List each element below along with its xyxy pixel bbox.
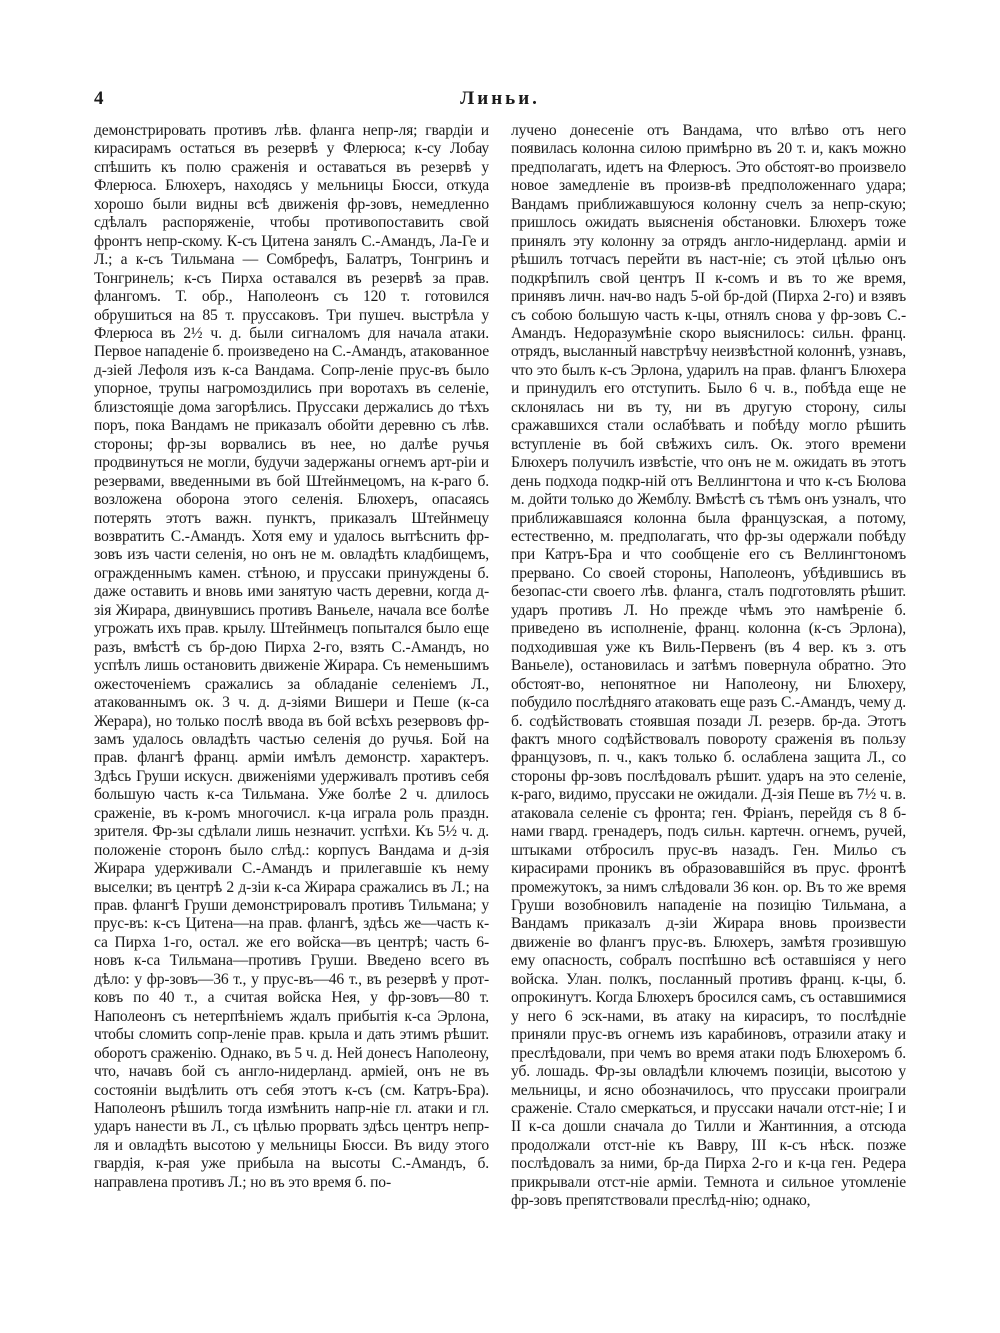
text-column-right (511, 122, 906, 1312)
page-header (94, 88, 906, 112)
right-column-text: лучено донесеніе отъ Вандама, что влѣво отъ него появилась колонна силою примѣрно въ 20 т. и, какъ можно предполагать, идетъ на Флерюсъ. Это обстоят-во произвело новое замедленіе въ произв-вѣ предположеннаго удара; Вандамъ приближавшуюся колонну счелъ за непр-скую; пришлось ожидать выясненія обстановки. Блюхеръ тоже принялъ эту колонну за отрядъ англо-нидерланд. арміи и рѣшилъ тотчасъ перейти въ наст-ніе; съ этой цѣлью онъ подкрѣпилъ свой центръ II к-сомъ и въ то же время, принявъ личн. нач-во надъ 5-ой бр-дой (Пирха 2-го) и взявъ съ собою большую часть к-цы, отнялъ снова у фр-зовъ С.-Амандъ. Недоразумѣніе скоро выяснилось: сильн. франц. отрядъ, высланный навстрѣчу неизвѣстной колоннѣ, узнавъ, что это былъ к-съ Эрлона, ударилъ на прав. флангъ Блюхера и принудилъ его отступить. Было 6 ч. в., побѣда еще не склонялась ни въ ту, ни въ другую сторону, силы сражавшихся стали ослабѣвать и побѣду могло рѣшить вступленіе въ бой свѣжихъ силъ. Ок. этого времени Блюхеръ получилъ извѣстіе, что онъ не м. ожидать въ этотъ день подхода подкр-ній отъ Веллингтона и что к-съ Бюлова м. дойти только до Жемблу. Вмѣстѣ съ тѣмъ онъ узналъ, что приближавшаяся колонна была французская, а потому, естественно, м. предполагать, что фр-зы одержали побѣду при Катръ-Бра и что сообщеніе его съ Веллингтономъ прервано. Со своей стороны, Наполеонъ, убѣдившись въ безопас-сти своего лѣв. фланга, сталъ подготовлять рѣшит. ударъ противъ Л. Но прежде чѣмъ это намѣреніе б. приведено въ исполненіе, франц. колонна (к-съ Эрлона), подходившая уже къ Виль-Первенъ (въ 4 вер. къ з. отъ Ваньеле), остановилась и затѣмъ повернула обратно. Это обстоят-во, непонятное ни Наполеону, ни Блюхеру, побудило послѣдняго атаковать еще разъ С.-Амандъ, чему д. б. содѣйствовать стоявшая позади Л. резерв. бр-да. Этотъ фактъ много содѣйствовалъ повороту сраженія въ пользу французовъ, п. ч., какъ только б. ослаблена защита Л., со стороны фр-зовъ послѣдовалъ рѣшит. ударъ на это селеніе, к-раго, видимо, пруссаки не ожидали. Д-зія Пеше въ 7½ ч. в. атаковала селеніе съ фронта; ген. Фріанъ, перейдя съ 8 б-нами гвард. гренадеръ, подъ сильн. картечн. огнемъ, ручей, штыками отбросилъ прус-въ назадъ. Ген. Мильо съ кирасирами проникъ въ образовавшійся въ прус. фронтѣ промежутокъ, за нимъ слѣдовали 36 кон. ор. Въ то же время Груши возобновилъ нападеніе на позицію Тильмана, а Вандамъ приказалъ д-зіи Жирара вновь произвести движеніе во флангъ прус-въ. Блюхеръ, замѣтя грозившую ему опасность, собралъ поспѣшно всѣ оставшіяся у него войска. Улан. полкъ, посланный противъ франц. к-цы, б. опрокинутъ. Когда Блюхеръ бросился самъ, съ оставшимися у него 6 эск-нами, въ атаку на кирасиръ, то послѣдніе приняли прус-въ огнемъ изъ карабиновъ, отразили атаку и преслѣдовали, при чемъ во время атаки подъ Блюхеромъ б. уб. лошадь. Фр-зы овладѣли ключемъ позиціи, высотою у мельницы, и ясно обозначилось, что пруссаки проиграли сраженіе. Стало смеркаться, и пруссаки начали отст-ніе; I и II к-са дошли сначала до Тилли и Жантинния, а отсюда продолжали отст-ніе къ Вавру, III к-съ нѣск. позже послѣдовалъ за ними, бр-да Пирха 2-го и к-ца ген. Редера прикрывали отст-ніе арміи. Темнота и сильное утомленіе фр-зовъ препятствовали преслѣд-нію; однако, (511, 122, 906, 1210)
running-head: Линьи. (460, 88, 540, 109)
left-column-text: демонстрировать противъ лѣв. фланга непр-ля; гвардіи и кирасирамъ остаться въ резервѣ у Флерюса; к-су Лобау спѣшить къ полю сраженія и оставаться въ резервѣ у Флерюса. Блюхеръ, находясь у мельницы Бюсси, откуда хорошо были видны всѣ движенія фр-зовъ, немедленно сдѣлалъ распоряженіе, чтобы противопоставить свой фронтъ непр-скому. К-съ Цитена занялъ С.-Амандъ, Ла-Ге и Л.; а к-съ Тильмана — Сомбрефъ, Балатръ, Тонгринъ и Тонгринель; к-съ Пирха оставался въ резервѣ за прав. флангомъ. Т. обр., Наполеонъ съ 120 т. готовился обрушиться на 85 т. пруссаковъ. Три пушеч. выстрѣла у Флерюса въ 2½ ч. д. были сигналомъ для начала атаки. Первое нападеніе б. произведено на С.-Амандъ, атакованное д-зіей Лефоля изъ к-са Вандама. Сопр-леніе прус-въ было упорное, трупы нагромоздились при воротахъ въ селеніе, близстоящіе дома загорѣлись. Пруссаки держались до тѣхъ поръ, пока Вандамъ не приказалъ обойти деревню съ лѣв. стороны; фр-зы ворвались въ нее, но далѣе ручья продвинуться не могли, будучи задержаны огнемъ арт-ріи и резервами, введенными въ бой Штейнмецомъ, на к-раго б. возложена оборона этого селенія. Блюхеръ, опасаясь потерять этотъ важн. пунктъ, приказалъ Штейнмецу возвратить С.-Амандъ. Хотя ему и удалось вытѣснить фр-зовъ изъ части селенія, но онъ не м. овладѣть кладбищемъ, огражденнымъ камен. стѣною, и пруссаки принуждены б. даже оставить и вновь ими занятую часть деревни, когда д-зія Жирара, двинувшись противъ Ваньеле, начала все болѣе угрожать ихъ прав. крылу. Штейнмецъ попытался было еще разъ, вмѣстѣ съ бр-дою Пирха 2-го, взять С.-Амандъ, но успѣлъ лишь остановить движеніе Жирара. Съ неменьшимъ ожесточеніемъ сражались за обладаніе селеніемъ Л., атакованнымъ ок. 3 ч. д. д-зіями Вишери и Пеше (к-са Жерара), но только послѣ ввода въ бой всѣхъ резервовъ фр-замъ удалось овладѣть частью селенія до ручья. Бой на прав. флангѣ франц. арміи имѣлъ демонстр. характеръ. Здѣсь Груши искусн. движеніями удерживалъ противъ себя большую часть к-са Тильмана. Уже болѣе 2 ч. длилось сраженіе, въ к-ромъ многочисл. к-ца играла роль праздн. зрителя. Фр-зы сдѣлали лишь незначит. успѣхи. Къ 5½ ч. д. положеніе сторонъ было слѣд.: корпусъ Вандама и д-зія Жирара удерживали С.-Амандъ и прилегавшіе къ нему выселки; въ центрѣ 2 д-зіи к-са Жирара сражались въ Л.; на прав. флангѣ Груши демонстрировалъ противъ Тильмана; у прус-въ: к-съ Цитена—на прав. флангѣ, здѣсь же—часть к-са Пирха 1-го, остал. же его войска—въ центрѣ; часть 6-новъ к-са Тильмана—противъ Груши. Введено всего въ дѣло: у фр-зовъ—36 т., у прус-въ—46 т., въ резервѣ у прот-ковъ по 40 т., а считая войска Нея, у фр-зовъ—80 т. Наполеонъ съ нетерпѣніемъ ждалъ прибытія к-са Эрлона, чтобы сломить сопр-леніе прав. крыла и дать этимъ рѣшит. оборотъ сраженію. Однако, въ 5 ч. д. Ней донесъ Наполеону, что, начавъ бой съ англо-нидерланд. арміей, онъ не въ состояніи выдѣлить отъ себя этотъ к-съ (см. Катръ-Бра). Наполеонъ рѣшилъ тогда измѣнить напр-ніе гл. атаки и гл. ударъ нанести въ Л., съ цѣлью прорвать здѣсь центръ непр-ля и овладѣть высотою у мельницы Бюсси. Въ виду этого гвардія, к-рая уже прибыла на высоты С.-Амандъ, б. направлена противъ Л.; но въ это время б. по- (94, 122, 489, 1191)
page-number: 4 (94, 88, 104, 109)
text-column-left (94, 122, 489, 1312)
